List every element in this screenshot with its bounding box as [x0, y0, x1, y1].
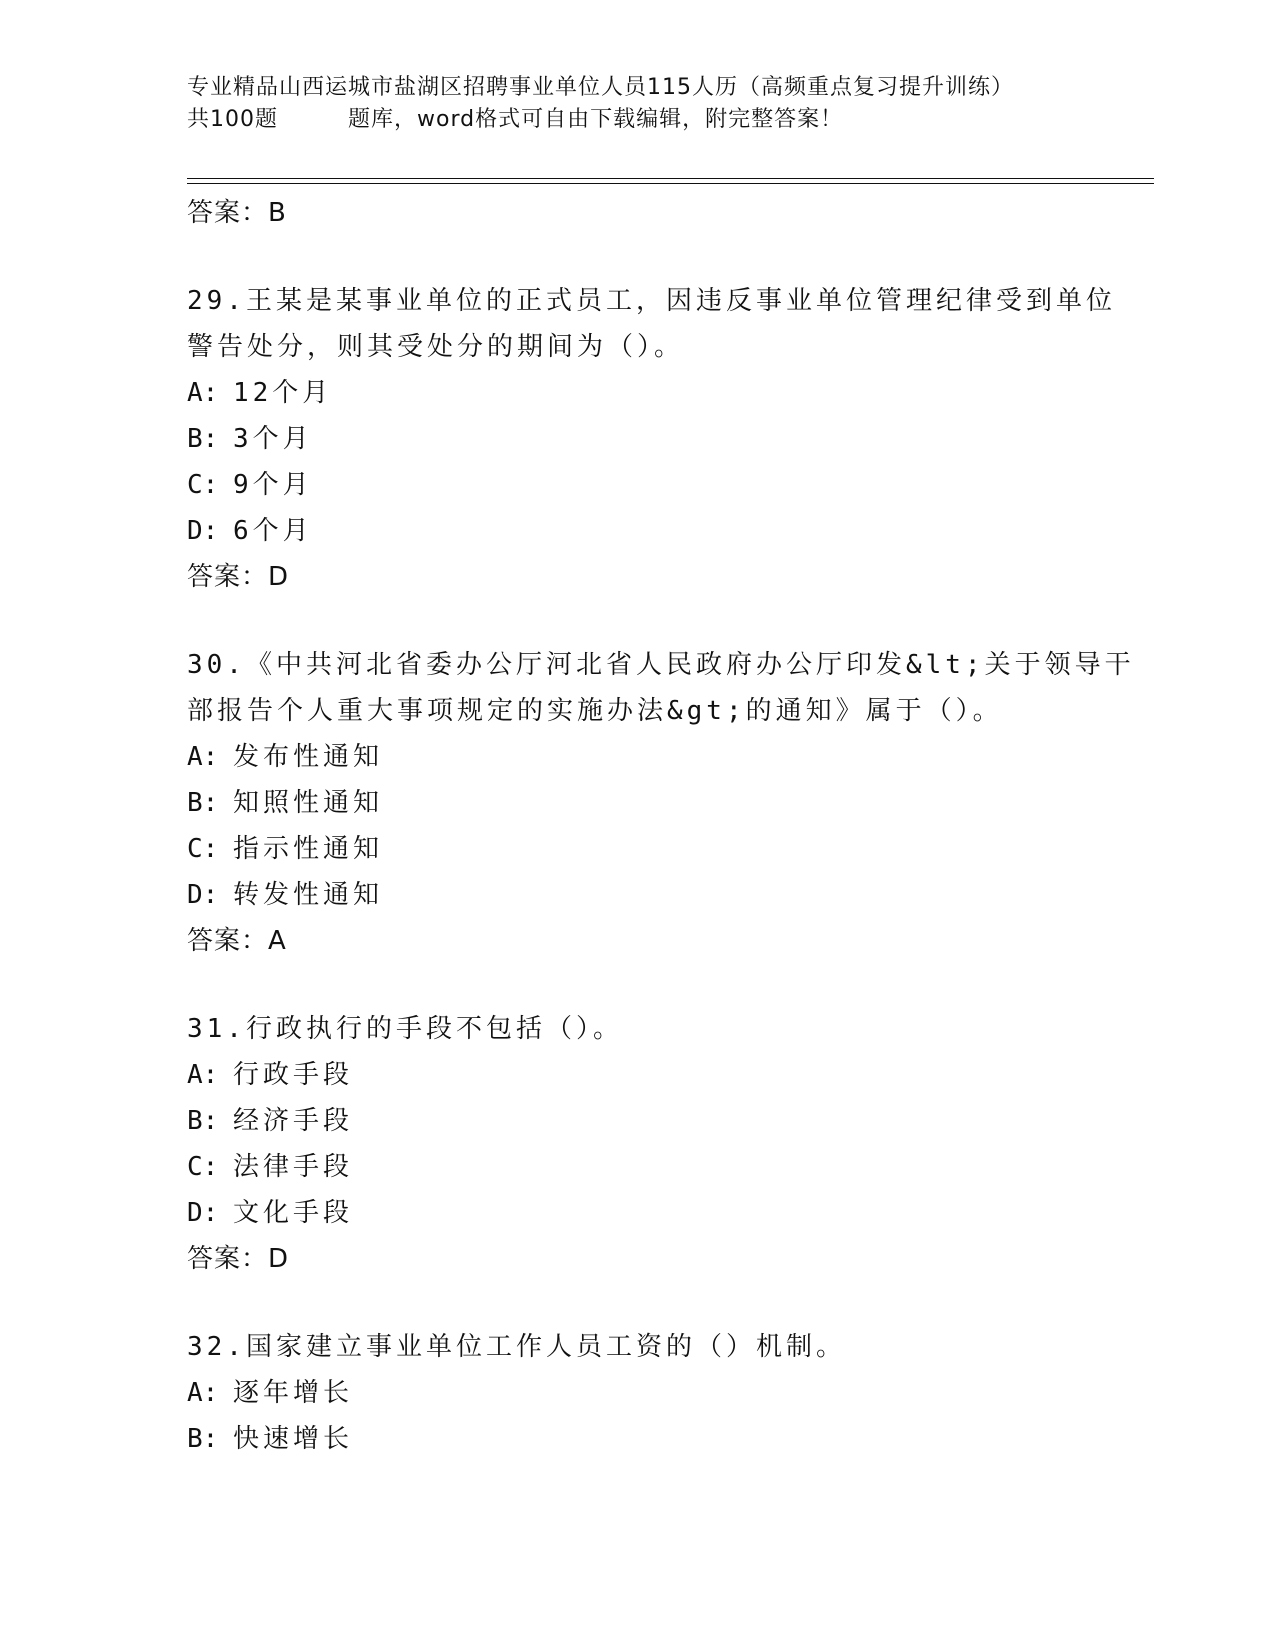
option-letter: C:: [187, 834, 219, 864]
option-c: [187, 826, 1147, 872]
option-text: 文化手段: [233, 1198, 354, 1228]
question-29: [187, 278, 1147, 600]
option-text: 6个月: [233, 516, 313, 546]
option-letter: C:: [187, 470, 219, 500]
option-text: 知照性通知: [233, 788, 384, 818]
option-text: 经济手段: [233, 1106, 354, 1136]
option-d: [187, 872, 1147, 918]
header-rule-top: [187, 178, 1154, 179]
header-title-line: 专业精品山西运城市盐湖区招聘事业单位人员115人历（高频重点复习提升训练）: [187, 75, 1014, 100]
question-31: [187, 1006, 1147, 1282]
option-b: [187, 1098, 1147, 1144]
previous-answer: 答案：B: [187, 198, 287, 228]
page-header: [187, 72, 1147, 136]
option-text: 3个月: [233, 424, 313, 454]
option-letter: A:: [187, 1378, 219, 1408]
option-c: [187, 1144, 1147, 1190]
question-text-line: 部报告个人重大事项规定的实施办法&gt;的通知》属于（）。: [187, 696, 1003, 726]
option-letter: B:: [187, 788, 219, 818]
option-letter: C:: [187, 1152, 219, 1182]
option-text: 发布性通知: [233, 742, 384, 772]
option-text: 逐年增长: [233, 1378, 354, 1408]
answer: 答案：D: [187, 1244, 290, 1274]
option-letter: D:: [187, 880, 219, 910]
option-letter: A:: [187, 742, 219, 772]
option-b: [187, 1416, 1147, 1462]
option-text: 9个月: [233, 470, 313, 500]
header-subtitle-line: [187, 104, 1147, 136]
option-b: [187, 780, 1147, 826]
option-letter: A:: [187, 378, 219, 408]
answer: 答案：A: [187, 926, 287, 956]
header-description: 题库，word格式可自由下载编辑，附完整答案！: [348, 107, 844, 132]
option-text: 快速增长: [233, 1424, 354, 1454]
question-text-line: 29.王某是某事业单位的正式员工，因违反事业单位管理纪律受到单位: [187, 286, 1116, 316]
option-b: [187, 416, 1147, 462]
option-text: 指示性通知: [233, 834, 384, 864]
document-body: [187, 190, 1147, 1462]
question-text-line: 30.《中共河北省委办公厅河北省人民政府办公厅印发&lt;关于领导干: [187, 650, 1135, 680]
option-letter: B:: [187, 1424, 219, 1454]
option-c: [187, 462, 1147, 508]
option-a: [187, 370, 1147, 416]
option-letter: D:: [187, 516, 219, 546]
question-text-line: 32.国家建立事业单位工作人员工资的（）机制。: [187, 1332, 846, 1362]
option-d: [187, 508, 1147, 554]
option-text: 法律手段: [233, 1152, 354, 1182]
option-letter: B:: [187, 424, 219, 454]
option-letter: A:: [187, 1060, 219, 1090]
header-question-count: 共100题: [187, 107, 278, 132]
option-a: [187, 1052, 1147, 1098]
question-30: [187, 642, 1147, 964]
option-d: [187, 1190, 1147, 1236]
option-letter: B:: [187, 1106, 219, 1136]
option-a: [187, 1370, 1147, 1416]
header-rule-bottom: [187, 183, 1154, 184]
option-a: [187, 734, 1147, 780]
option-text: 行政手段: [233, 1060, 354, 1090]
option-letter: D:: [187, 1198, 219, 1228]
question-text-line: 31.行政执行的手段不包括（）。: [187, 1014, 623, 1044]
question-text-line: 警告处分，则其受处分的期间为（）。: [187, 332, 685, 362]
question-32: [187, 1324, 1147, 1462]
answer: 答案：D: [187, 562, 290, 592]
option-text: 12个月: [233, 378, 333, 408]
option-text: 转发性通知: [233, 880, 384, 910]
